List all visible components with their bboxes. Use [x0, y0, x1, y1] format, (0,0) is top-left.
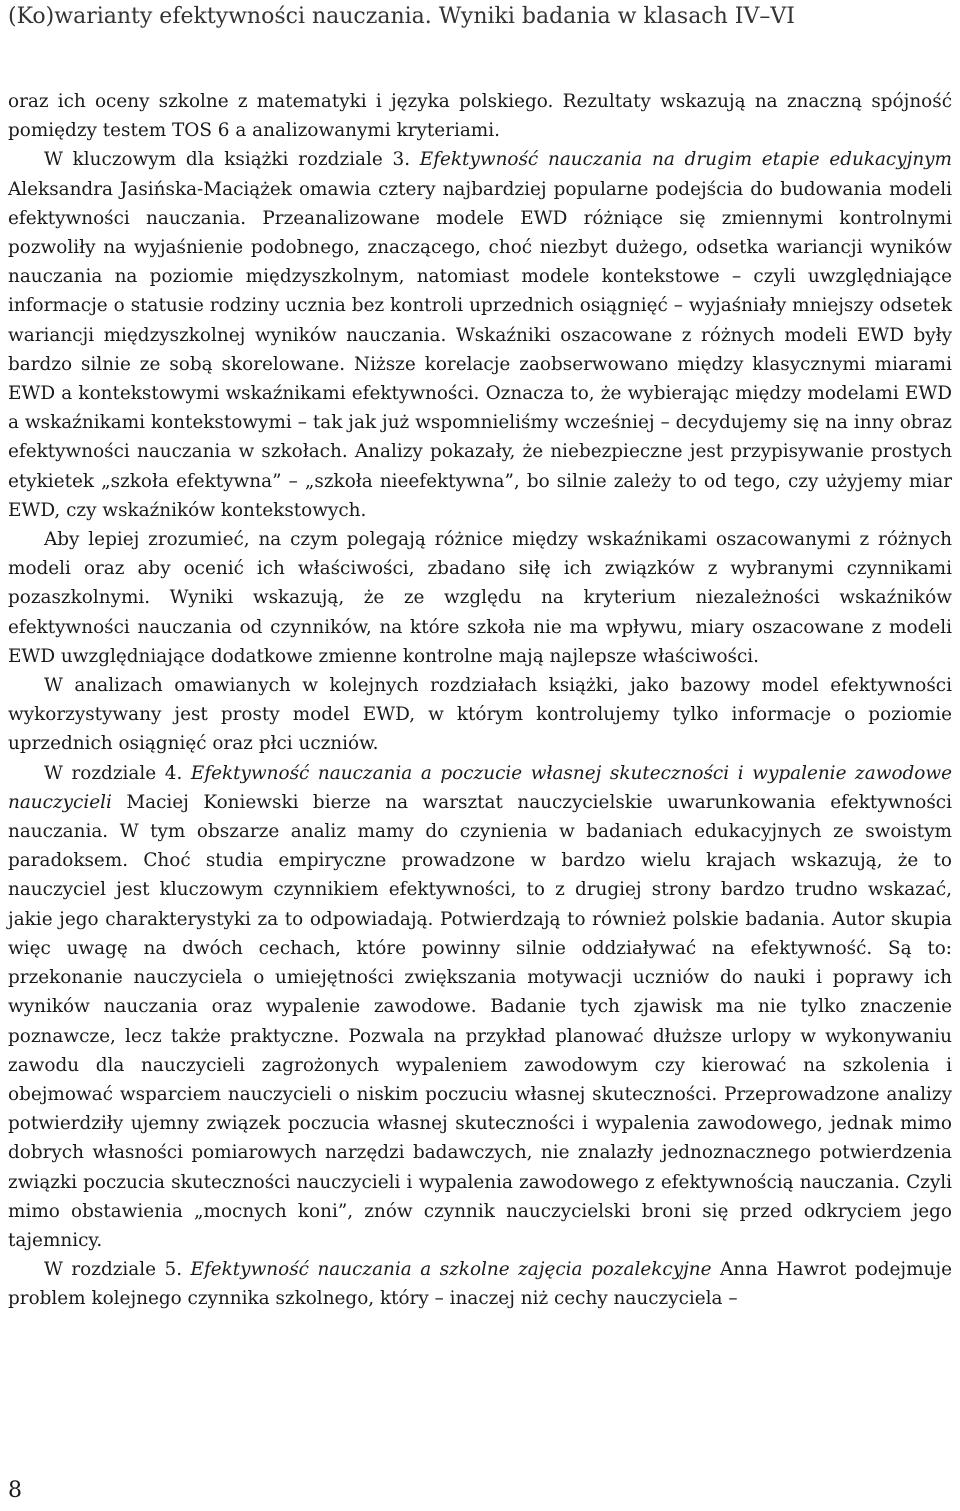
body-text — [8, 87, 952, 1314]
paragraph-text: W rozdziale 5. — [44, 1259, 191, 1281]
paragraph — [8, 87, 952, 145]
chapter-title-italic: Efektywność nauczania na drugim etapie edukacyjnym — [419, 149, 952, 171]
paragraph-text: Aleksandra Jasińska-Maciążek omawia cztery najbardziej popularne podejścia do budowania modeli efektywności nauczania. Przeanalizowane modele EWD różniące się zmiennymi kontrolnymi pozwoliły na wyjaśnienie podobnego, znaczącego, choć niezbyt dużego, odsetka wariancji wyników nauczania na poziomie międzyszkolnym, natomiast modele kontekstowe – czyli uwzględniające informacje o statusie rodziny ucznia bez kontroli uprzednich osiągnięć – wyjaśniały mniejszy odsetek wariancji międzyszkolnej wyników nauczania. Wskaźniki oszacowane z różnych modeli EWD były bardzo silnie ze sobą skorelowane. Niższe korelacje zaobserwowano między klasycznymi miarami EWD a kontekstowymi wskaźnikami efektywności. Oznacza to, że wybierając między modelami EWD a wskaźnikami kontekstowymi – tak jak już wspomnieliśmy wcześniej – decydujemy się na inny obraz efektywności nauczania w szkołach. Analizy pokazały, że niebezpieczne jest przypisywanie prostych etykietek „szkoła efektywna” – „szkoła nieefektywna”, bo silnie zależy to od tego, czy użyjemy miar EWD, czy wskaźników kontekstowych. — [8, 178, 952, 521]
paragraph-text: Maciej Koniewski bierze na warsztat nauczycielskie uwarunkowania efektywności nauczania. W tym obszarze analiz mamy do czynienia w badaniach edukacyjnych ze swoistym paradoksem. Choć studia empiryczne prowadzone w bardzo wielu krajach wskazują, że to nauczyciel jest kluczowym czynnikiem efektywności, to z drugiej strony bardzo trudno wskazać, jakie jego charakterystyki za to odpowiadają. Potwierdzają to również polskie badania. Autor skupia więc uwagę na dwóch cechach, które powinny silnie oddziaływać na efektywność. Są to: przekonanie nauczyciela o umiejętności zwiększania motywacji uczniów do nauki i poprawy ich wyników nauczania oraz wypalenie zawodowe. Badanie tych zjawisk ma nie tylko znaczenie poznawcze, lecz także praktyczne. Pozwala na przykład planować dłuższe urlopy w wykonywaniu zawodu dla nauczycieli zagrożonych wypaleniem zawodowym czy kierować na szkolenia i obejmować wsparciem nauczycieli o niskim poczuciu własnej skuteczności. Przeprowadzone analizy potwierdziły ujemny związek poczucia własnej skuteczności i wypalenia zawodowego, jednak mimo dobrych własności pomiarowych narzędzi badawczych, nie znalazły jednoznacznego potwierdzenia związki poczucia skuteczności nauczycieli i wypalenia zawodowego z efektywnością nauczania. Czyli mimo obstawienia „mocnych koni”, znów czynnik nauczycielski broni się przed odkryciem jego tajemnicy. — [8, 791, 952, 1251]
paragraph-text: oraz ich oceny szkolne z matematyki i języka polskiego. Rezultaty wskazują na znaczną spójność pomiędzy testem TOS 6 a analizowanymi kryteriami. — [8, 91, 952, 142]
paragraph — [8, 1255, 952, 1313]
page-number: 8 — [8, 1478, 22, 1503]
running-header: (Ko)warianty efektywności nauczania. Wyniki badania w klasach IV–VI — [8, 4, 795, 29]
paragraph-text: W rozdziale 4. — [44, 762, 191, 784]
paragraph-text: W kluczowym dla książki rozdziale 3. — [44, 149, 420, 171]
chapter-title-italic: Efektywność nauczania a szkolne zajęcia pozalekcyjne — [190, 1259, 712, 1281]
paragraph — [8, 145, 952, 525]
chapter-title-italic: Efektywność nauczania a poczucie własnej skuteczności i wypalenie zawodowe nauczycieli — [8, 762, 952, 813]
paragraph-text: Anna Hawrot podejmuje problem kolejnego czynnika szkolnego, który – inaczej niż cechy nauczyciela – — [8, 1259, 952, 1310]
paragraph-text: W analizach omawianych w kolejnych rozdziałach książki, jako bazowy model efektywności wykorzystywany jest prosty model EWD, w którym kontrolujemy tylko informacje o poziomie uprzednich osiągnięć oraz płci uczniów. — [8, 675, 952, 755]
paragraph — [8, 759, 952, 1255]
paragraph-text: Aby lepiej zrozumieć, na czym polegają różnice między wskaźnikami oszacowanymi z różnych modeli oraz aby ocenić ich właściwości, zbadano siłę ich związków z wybranymi czynnikami pozaszkolnymi. Wyniki wskazują, że ze względu na kryterium niezależności wskaźników efektywności nauczania od czynników, na które szkoła nie ma wpływu, miary oszacowane z modeli EWD uwzględniające dodatkowe zmienne kontrolne mają najlepsze właściwości. — [8, 529, 952, 667]
paragraph — [8, 525, 952, 671]
paragraph — [8, 671, 952, 759]
